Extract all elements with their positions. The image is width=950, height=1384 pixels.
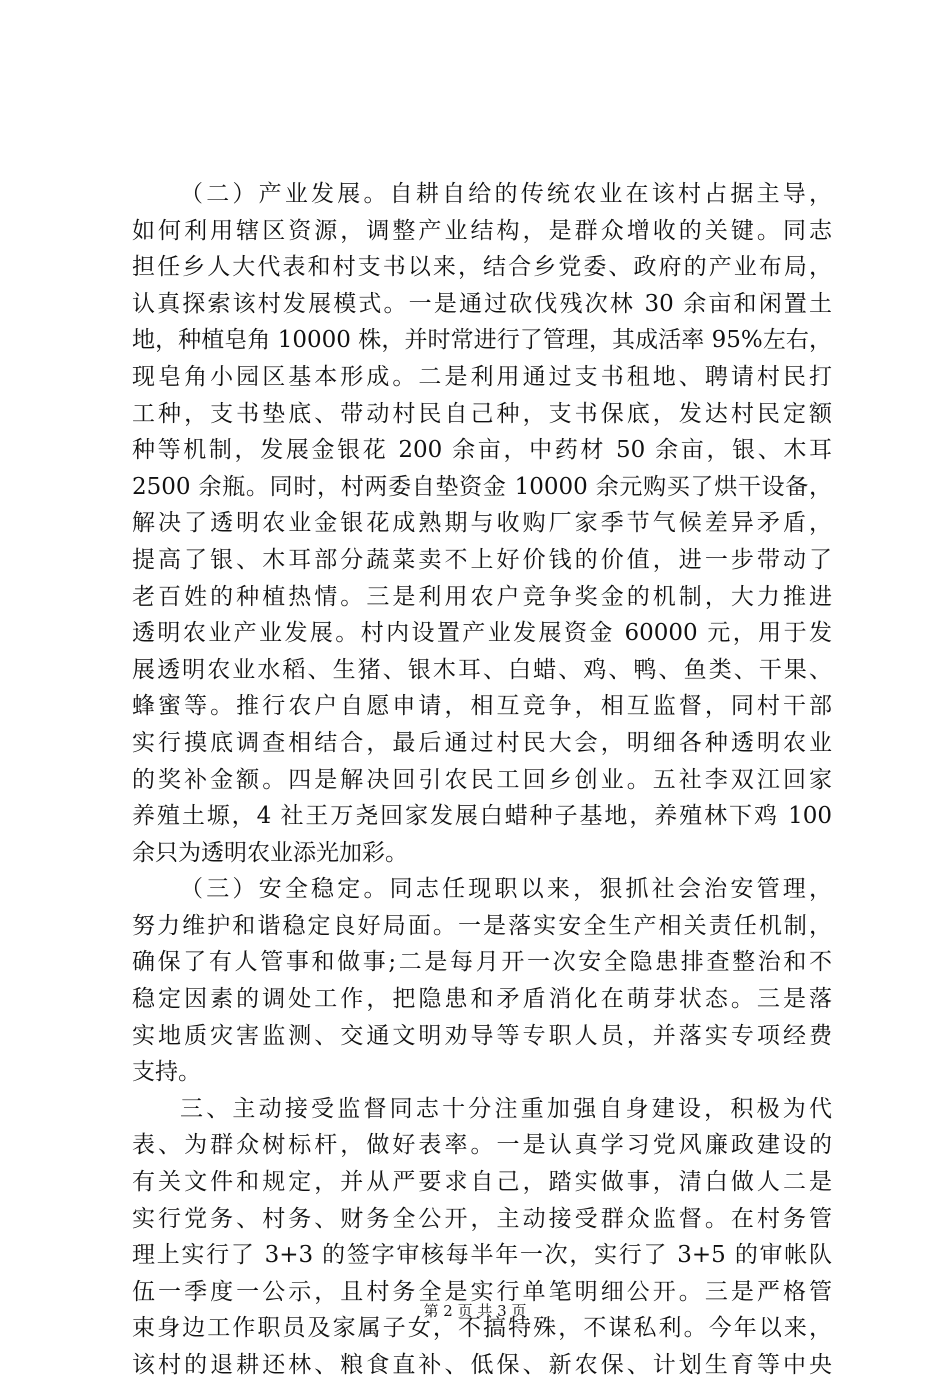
text-line: 认真探索该村发展模式。一是通过砍伐残次林 30 余亩和闲置土: [132, 290, 832, 317]
text-line: 有关文件和规定，并从严要求自己，踏实做事，清白做人二是: [132, 1169, 832, 1196]
text-line: 老百姓的种植热情。三是利用农户竞争奖金的机制，大力推进: [132, 583, 832, 610]
text-line: 稳定因素的调处工作，把隐患和矛盾消化在萌芽状态。三是落: [132, 986, 832, 1013]
text-line: 蜂蜜等。推行农户自愿申请，相互竞争，相互监督，同村干部: [132, 693, 832, 720]
text-line: 透明农业产业发展。村内设置产业发展资金 60000 元，用于发: [132, 620, 832, 647]
text-line: 余只为透明农业添光加彩。: [132, 839, 408, 866]
text-line: 支持。: [132, 1059, 201, 1086]
text-line: 伍一季度一公示，且村务全是实行单笔明细公开。三是严格管: [132, 1278, 832, 1305]
text-line: 实行党务、村务、财务全公开，主动接受群众监督。在村务管: [132, 1205, 832, 1232]
text-line: 提高了银、木耳部分蔬菜卖不上好价钱的价值，进一步带动了: [132, 546, 832, 573]
document-body: [132, 176, 832, 1384]
text-line: 工种，支书垫底、带动村民自己种，支书保底，发达村民定额: [132, 400, 832, 427]
text-line: 实地质灾害监测、交通文明劝导等专职人员，并落实专项经费: [132, 1022, 832, 1049]
text-line: 担任乡人大代表和村支书以来，结合乡党委、政府的产业布局，: [132, 254, 832, 281]
text-line: 束身边工作职员及家属子女，不搞特殊，不谋私利。今年以来，: [132, 1315, 832, 1342]
text-line: 的奖补金额。四是解决回引农民工回乡创业。五社李双江回家: [132, 766, 832, 793]
text-line: 解决了透明农业金银花成熟期与收购厂家季节气候差异矛盾，: [132, 510, 832, 537]
text-line: 表、为群众树标杆，做好表率。一是认真学习党风廉政建设的: [132, 1132, 832, 1159]
text-line: 展透明农业水稻、生猪、银木耳、白蜡、鸡、鸭、鱼类、干果、: [132, 656, 832, 683]
text-line: 理上实行了 3+3 的签字审核每半年一次，实行了 3+5 的审帐队: [132, 1242, 832, 1269]
text-line: 三、主动接受监督同志十分注重加强自身建设，积极为代: [180, 1095, 832, 1122]
text-line: 种等机制，发展金银花 200 余亩，中药材 50 余亩，银、木耳: [132, 437, 832, 464]
text-line: 现皂角小园区基本形成。二是利用通过支书租地、聘请村民打: [132, 363, 832, 390]
text-line: 如何利用辖区资源，调整产业结构，是群众增收的关键。同志: [132, 217, 832, 244]
text-line: 确保了有人管事和做事;二是每月开一次安全隐患排查整治和不: [132, 949, 832, 976]
text-line: 地，种植皂角 10000 株，并时常进行了管理，其成活率 95%左右，: [132, 327, 832, 354]
text-line: （三）安全稳定。同志任现职以来，狠抓社会治安管理，: [180, 876, 832, 903]
text-line: 实行摸底调查相结合，最后通过村民大会，明细各种透明农业: [132, 729, 832, 756]
text-line: 该村的退耕还林、粮食直补、低保、新农保、计划生育等中央: [132, 1352, 832, 1378]
page-footer: 第 2 页 共 3 页: [423, 1302, 527, 1320]
text-line: 2500 余瓶。同时，村两委自垫资金 10000 余元购买了烘干设备，: [132, 473, 832, 500]
text-line: 养殖土塬，4 社王万尧回家发展白蜡种子基地，养殖林下鸡 100: [132, 803, 832, 830]
text-line: 努力维护和谐稳定良好局面。一是落实安全生产相关责任机制，: [132, 912, 832, 939]
text-line: （二）产业发展。自耕自给的传统农业在该村占据主导，: [180, 181, 832, 207]
